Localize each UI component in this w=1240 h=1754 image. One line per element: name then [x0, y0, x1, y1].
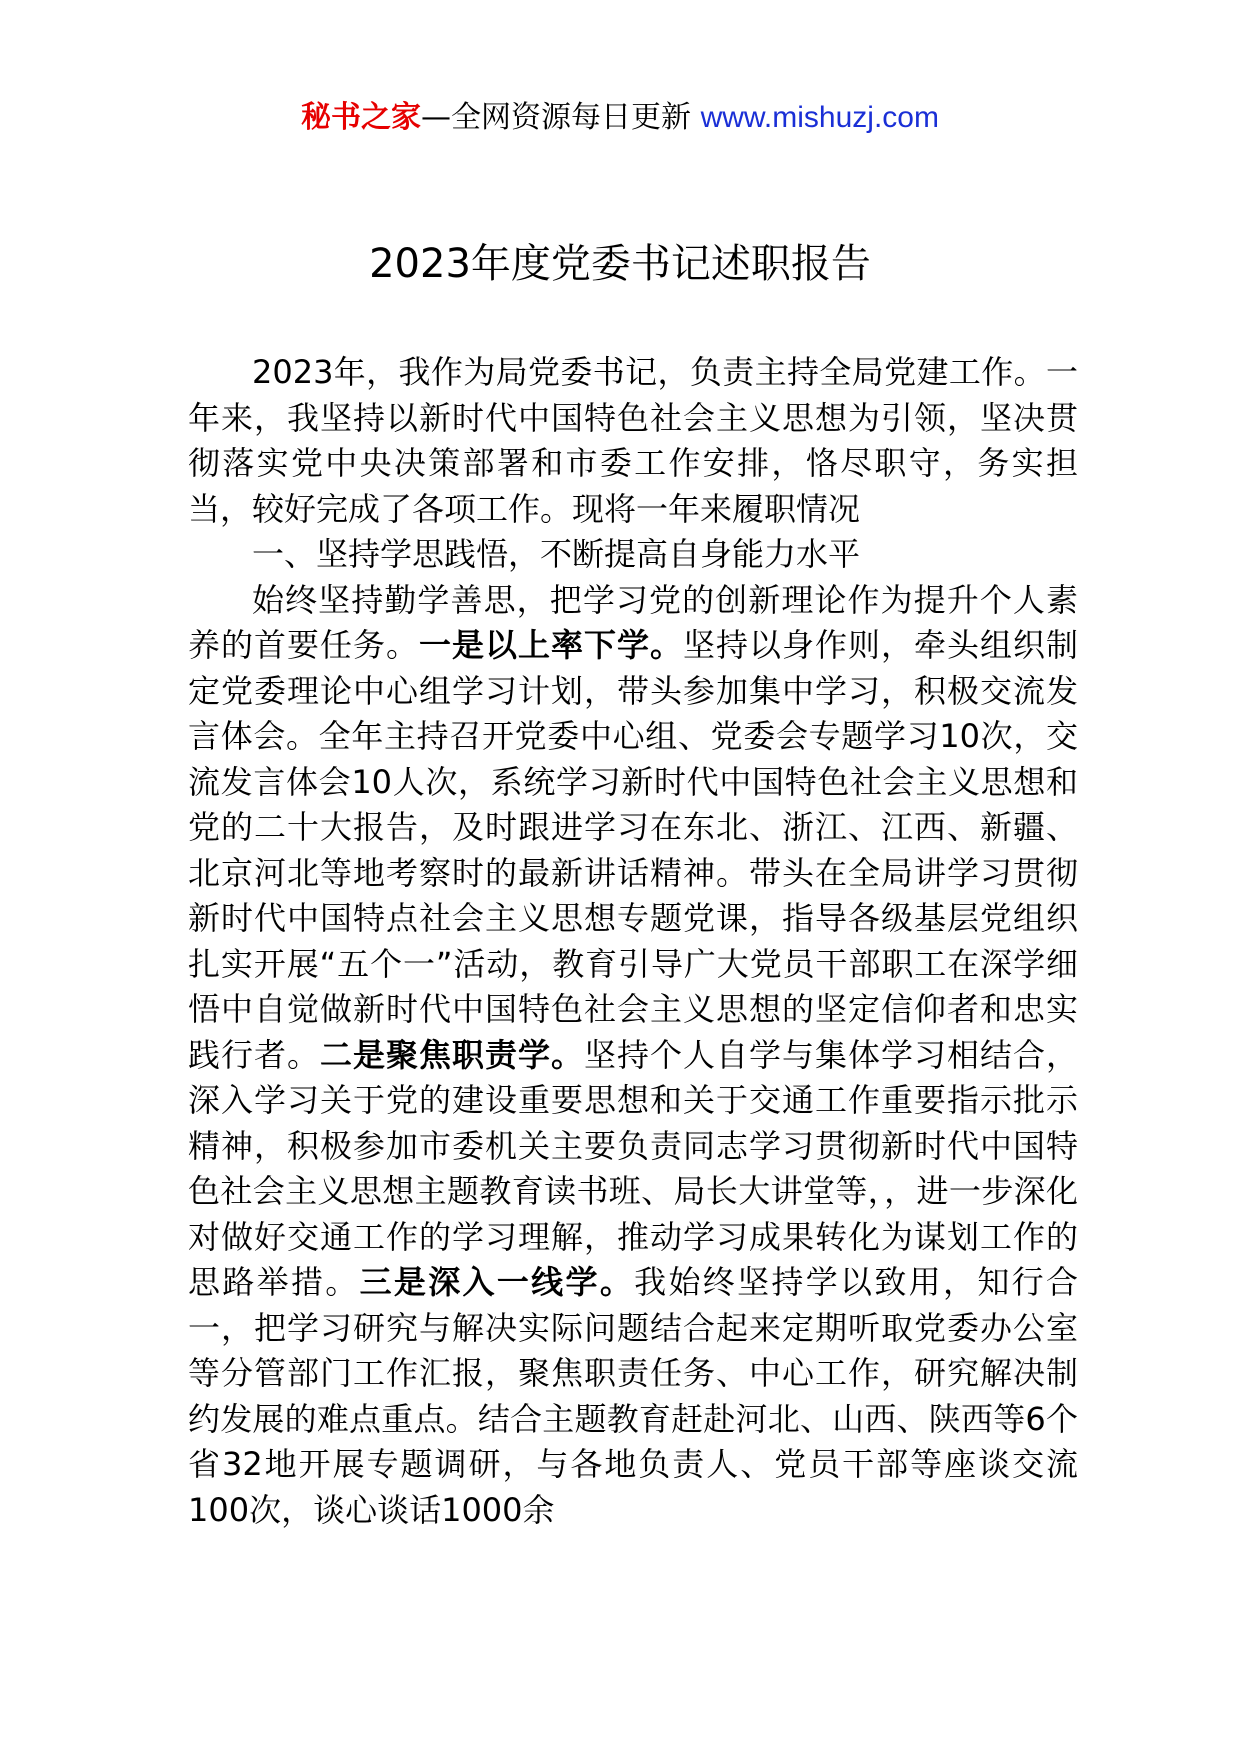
point-1-label: 一是以上率下学。 — [419, 626, 683, 664]
point-2-text: 坚持个人自学与集体学习相结合，深入学习关于党的建设重要思想和关于交通工作重要指示批示精神，积极参加市委机关主要负责同志学习贯彻新时代中国特色社会主义思想主题教育读书班、局长大讲堂等，，进一步深化对做好交通工作的学习理解，推动学习成果转化为谋划工作的思路举措。 — [188, 1035, 1078, 1301]
point-2-label: 二是聚焦职责学。 — [320, 1035, 584, 1074]
site-url-link[interactable]: www.mishuzj.com — [700, 101, 939, 134]
document-body — [188, 350, 1078, 1533]
banner-tagline: —全网资源每日更新 — [421, 100, 701, 135]
brand-name: 秘书之家 — [301, 100, 422, 135]
paragraph-lead: 始终坚持勤学善思，把学习党的创新理论作为提升个人素养的首要任务。 — [188, 580, 1078, 664]
point-1-text: 坚持以身作则，牵头组织制定党委理论中心组学习计划，带头参加集中学习，积极交流发言体会。全年主持召开党委中心组、党委会专题学习10次，交流发言体会10人次，系统学习新时代中国特色社会主义思想和党的二十大报告，及时跟进学习在东北、浙江、江西、新疆、北京河北等地考察时的最新讲话精神。带头在全局讲学习贯彻新时代中国特点社会主义思想专题党课，指导各级基层党组织扎实开展“五个一”活动，教育引导广大党员干部职工在深学细悟中自觉做新时代中国特色社会主义思想的坚定信仰者和忠实践行者。 — [188, 626, 1078, 1074]
section-heading: 一、坚持学思践悟，不断提高自身能力水平 — [252, 535, 861, 573]
intro-paragraph: 2023年，我作为局党委书记，负责主持全局党建工作。一年来，我坚持以新时代中国特色社会主义思想为引领，坚决贯彻落实党中央决策部署和市委工作安排，恪尽职守，务实担当，较好完成了各项工作。现将一年来履职情况 — [188, 353, 1078, 528]
point-3-text: 我始终坚持学以致用，知行合一，把学习研究与解决实际问题结合起来定期听取党委办公室等分管部门工作汇报，聚焦职责任务、中心工作，研究解决制约发展的难点重点。结合主题教育赶赴河北、山西、陕西等6个省32地开展专题调研，与各地负责人、党员干部等座谈交流100次，谈心谈话1000余 — [188, 1263, 1078, 1529]
point-3-label: 三是深入一线学。 — [359, 1263, 635, 1301]
section-paragraph — [188, 578, 1078, 1534]
site-banner — [0, 98, 1240, 138]
document-title: 2023年度党委书记述职报告 — [369, 241, 871, 287]
